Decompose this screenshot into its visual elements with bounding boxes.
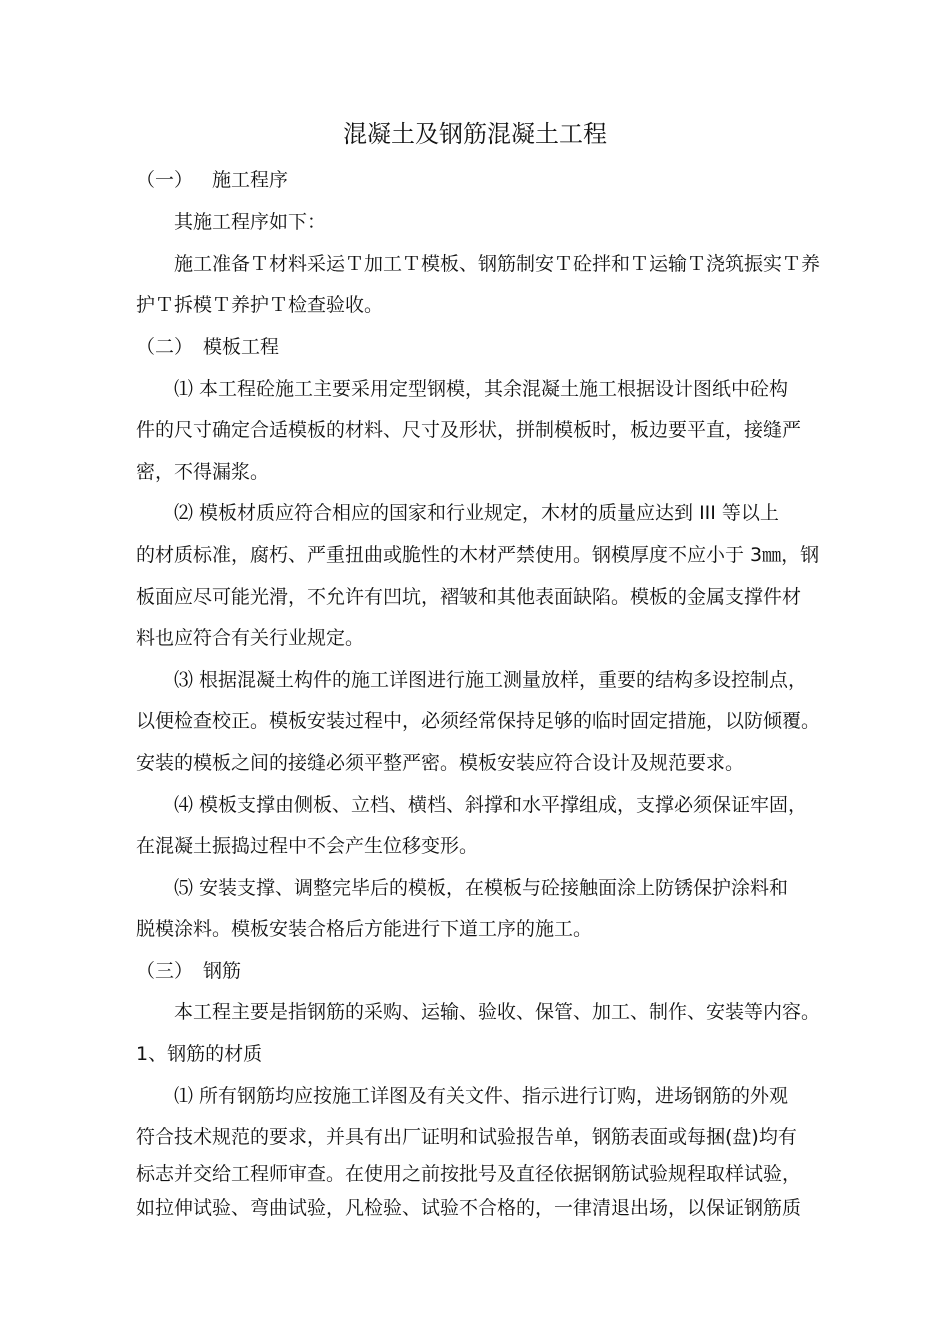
paragraph-line: 以便检查校正。模板安装过程中，必须经常保持足够的临时固定措施，以防倾覆。 (136, 710, 821, 732)
paragraph-line: ⑴ 所有钢筋均应按施工详图及有关文件、指示进行订购，进场钢筋的外观 (174, 1085, 789, 1107)
section-heading-3 (136, 958, 241, 984)
paragraph-line: 板面应尽可能光滑，不允许有凹坑，褶皱和其他表面缺陷。模板的金属支撑件材 (136, 586, 802, 608)
paragraph-line: 标志并交给工程师审查。在使用之前按批号及直径依据钢筋试验规程取样试验， (136, 1163, 802, 1185)
paragraph-line: 施工准备Ｔ材料采运Ｔ加工Ｔ模板、钢筋制安Ｔ砼拌和Ｔ运输Ｔ浇筑振实Ｔ养 (174, 253, 821, 275)
section-heading-2 (136, 334, 279, 360)
paragraph-line: ⑶ 根据混凝土构件的施工详图进行施工测量放样，重要的结构多设控制点， (174, 669, 808, 691)
paragraph-line: 料也应符合有关行业规定。 (136, 627, 365, 649)
paragraph-line: 脱模涂料。模板安装合格后方能进行下道工序的施工。 (136, 918, 593, 940)
section-heading-text: 施工程序 (212, 169, 289, 191)
section-number: （一） (136, 169, 194, 191)
paragraph-line: 件的尺寸确定合适模板的材料、尺寸及形状，拼制模板时，板边要平直，接缝严 (136, 419, 802, 441)
paragraph-line: ⑷ 模板支撑由侧板、立档、横档、斜撑和水平撑组成，支撑必须保证牢固， (174, 794, 808, 816)
paragraph-line: 在混凝土振捣过程中不会产生位移变形。 (136, 835, 479, 857)
paragraph-line: 密，不得漏浆。 (136, 461, 270, 483)
section-number: （三） (136, 960, 194, 982)
paragraph-line: 安装的模板之间的接缝必须平整严密。模板安装应符合设计及规范要求。 (136, 752, 745, 774)
section-heading-text: 钢筋 (203, 960, 242, 982)
subsection-heading: 1、钢筋的材质 (136, 1043, 263, 1065)
paragraph-line: 的材质标准，腐朽、严重扭曲或脆性的木材严禁使用。钢模厚度不应小于 3㎜，钢 (136, 544, 820, 566)
section-heading-text: 模板工程 (203, 336, 280, 358)
paragraph-line: 护Ｔ拆模Ｔ养护Ｔ检查验收。 (136, 294, 384, 316)
paragraph-line: ⑴ 本工程砼施工主要采用定型钢模，其余混凝土施工根据设计图纸中砼构 (174, 378, 789, 400)
section-heading-1 (136, 167, 288, 193)
document-title: 混凝土及钢筋混凝土工程 (343, 120, 607, 148)
section-number: （二） (136, 336, 194, 358)
paragraph-line: 如拉伸试验、弯曲试验，凡检验、试验不合格的，一律清退出场，以保证钢筋质 (136, 1197, 802, 1219)
paragraph-line: ⑵ 模板材质应符合相应的国家和行业规定，木材的质量应达到 III 等以上 (174, 502, 779, 524)
paragraph-line: 本工程主要是指钢筋的采购、运输、验收、保管、加工、制作、安装等内容。 (174, 1001, 821, 1023)
paragraph-line: 其施工程序如下： (174, 211, 327, 233)
paragraph-line: 符合技术规范的要求，并具有出厂证明和试验报告单，钢筋表面或每捆(盘)均有 (136, 1126, 797, 1148)
paragraph-line: ⑸ 安装支撑、调整完毕后的模板，在模板与砼接触面涂上防锈保护涂料和 (174, 877, 789, 899)
